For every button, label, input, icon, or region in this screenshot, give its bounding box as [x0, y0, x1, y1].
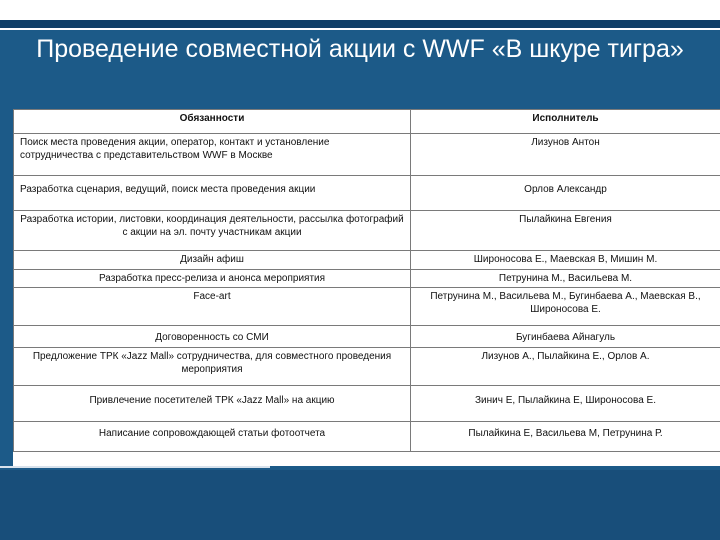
- performer-cell: Петрунина М., Васильева М., Бугинбаева А., Маевская В., Широносова Е.: [411, 288, 720, 326]
- performer-cell: Бугинбаева Айнагуль: [411, 326, 720, 348]
- performer-cell: Петрунина М., Васильева М.: [411, 269, 720, 288]
- header-performer: Исполнитель: [411, 110, 720, 134]
- header-duties: Обязанности: [14, 110, 411, 134]
- table-row: [14, 176, 720, 211]
- duty-cell: Договоренность со СМИ: [14, 326, 411, 348]
- table-row: [14, 348, 720, 386]
- table-row: [14, 422, 720, 452]
- performer-cell: Пылайкина Евгения: [411, 211, 720, 251]
- bottom-accent-line: [0, 466, 270, 468]
- duties-table: [13, 109, 720, 452]
- top-white-strip: [0, 0, 720, 20]
- duty-cell: Написание сопровождающей статьи фотоотчета: [14, 422, 411, 452]
- duty-cell: Привлечение посетителей ТРК «Jazz Mall» на акцию: [14, 386, 411, 422]
- performer-cell: Широносова Е., Маевская В, Мишин М.: [411, 251, 720, 270]
- duties-table-container: [13, 109, 720, 466]
- table-row: [14, 269, 720, 288]
- top-dark-band: [0, 20, 720, 28]
- performer-cell: Лизунов Антон: [411, 134, 720, 176]
- duty-cell: Предложение ТРК «Jazz Mall» сотрудничества, для совместного проведения мероприятия: [14, 348, 411, 386]
- slide-title: Проведение совместной акции с WWF «В шкуре тигра»: [36, 35, 684, 63]
- performer-cell: Орлов Александр: [411, 176, 720, 211]
- table-row: [14, 211, 720, 251]
- duty-cell: Поиск места проведения акции, оператор, контакт и установление сотрудничества с представительством WWF в Москве: [14, 134, 411, 176]
- table-row: [14, 134, 720, 176]
- bottom-band: [0, 470, 720, 540]
- table-row: [14, 386, 720, 422]
- table-row: [14, 326, 720, 348]
- table-header-row: [14, 110, 720, 134]
- table-row: [14, 251, 720, 270]
- duty-cell: Дизайн афиш: [14, 251, 411, 270]
- duty-cell: Разработка сценария, ведущий, поиск места проведения акции: [14, 176, 411, 211]
- performer-cell: Пылайкина Е, Васильева М, Петрунина Р.: [411, 422, 720, 452]
- performer-cell: Лизунов А., Пылайкина Е., Орлов А.: [411, 348, 720, 386]
- table-row: [14, 288, 720, 326]
- duty-cell: Разработка пресс-релиза и анонса мероприятия: [14, 269, 411, 288]
- performer-cell: Зинич Е, Пылайкина Е, Широносова Е.: [411, 386, 720, 422]
- duty-cell: Face-art: [14, 288, 411, 326]
- top-rule: [0, 28, 720, 30]
- duty-cell: Разработка истории, листовки, координация деятельности, рассылка фотографий с акции на эл. почту участникам акции: [14, 211, 411, 251]
